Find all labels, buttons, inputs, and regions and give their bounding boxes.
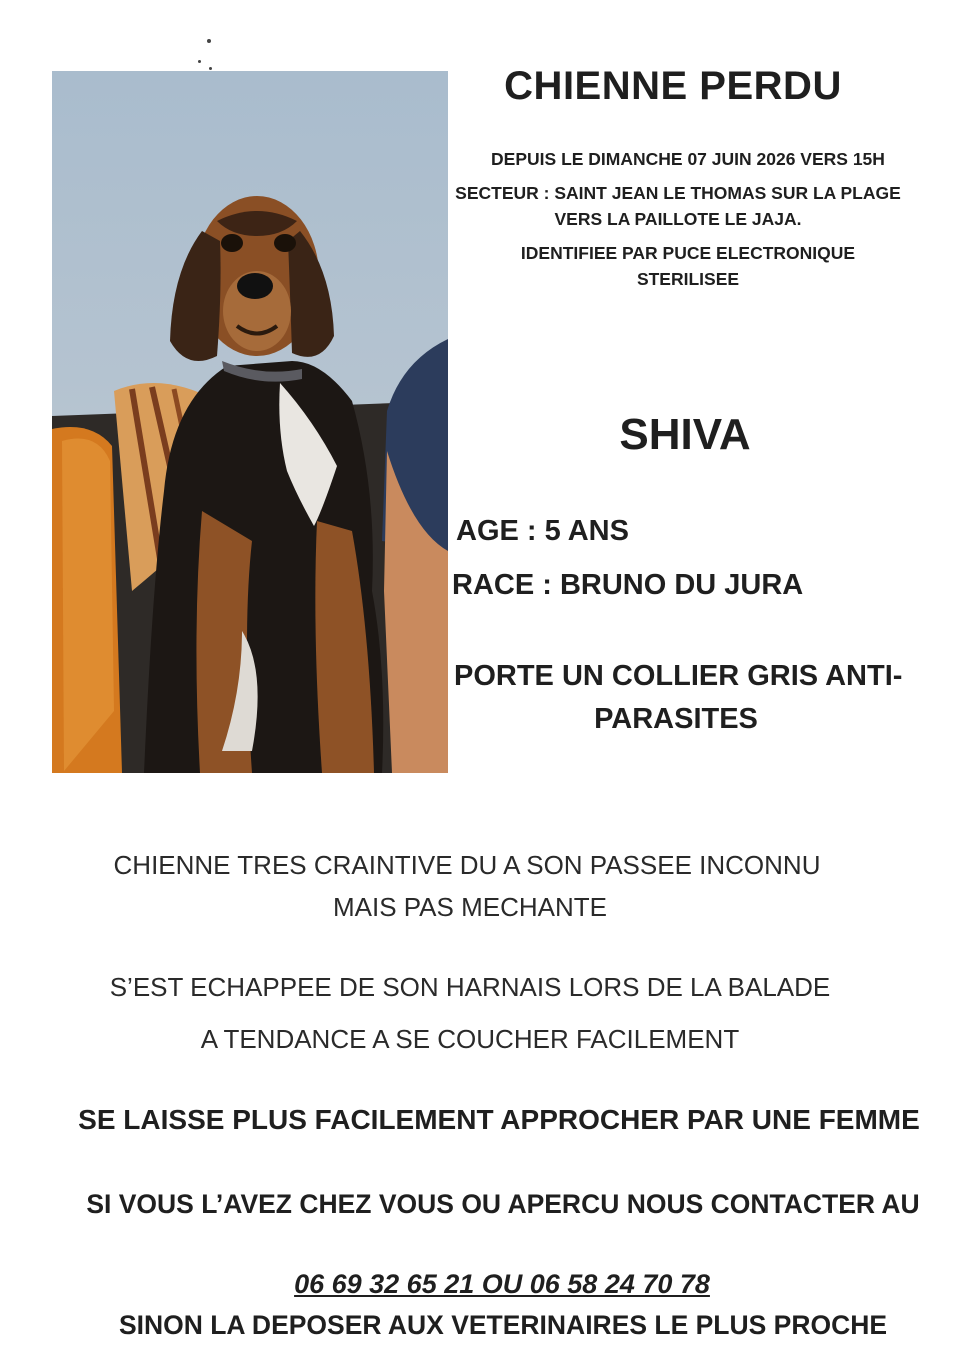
scan-speck <box>207 39 211 43</box>
collar-line-2: PARASITES <box>594 703 758 735</box>
collar-line-1: PORTE UN COLLIER GRIS ANTI- <box>454 660 903 692</box>
sector-line-2: VERS LA PAILLOTE LE JAJA. <box>554 209 802 229</box>
vet-instructions: SINON LA DEPOSER AUX VETERINAIRES LE PLUS PROCHE <box>118 1310 888 1340</box>
lost-since: DEPUIS LE DIMANCHE 07 JUIN 2026 VERS 15H <box>491 149 885 169</box>
approach-woman: SE LAISSE PLUS FACILEMENT APPROCHER PAR UNE FEMME <box>78 1104 920 1135</box>
scan-speck <box>198 60 201 63</box>
dog-photo <box>52 71 448 773</box>
shy-line-1: CHIENNE TRES CRAINTIVE DU A SON PASSEE INCONNU <box>113 850 821 880</box>
lies-down: A TENDANCE A SE COUCHER FACILEMENT <box>200 1024 740 1054</box>
shy-line-2: MAIS PAS MECHANTE <box>332 892 607 922</box>
dog-photo-icon <box>52 71 448 773</box>
dog-name: SHIVA <box>619 410 751 459</box>
sector-line-1: SECTEUR : SAINT JEAN LE THOMAS SUR LA PLAGE <box>455 183 901 203</box>
sterilized: STERILISEE <box>636 269 740 289</box>
contact-instructions: SI VOUS L’AVEZ CHEZ VOUS OU APERCU NOUS CONTACTER AU <box>86 1189 920 1219</box>
phone-numbers: 06 69 32 65 21 OU 06 58 24 70 78 <box>294 1269 710 1299</box>
dog-breed: RACE : BRUNO DU JURA <box>452 569 804 601</box>
escaped-harness: S’EST ECHAPPEE DE SON HARNAIS LORS DE LA BALADE <box>109 972 831 1002</box>
identified-chip: IDENTIFIEE PAR PUCE ELECTRONIQUE <box>520 243 856 263</box>
poster-title: CHIENNE PERDU <box>504 64 842 108</box>
dog-age: AGE : 5 ANS <box>456 515 629 547</box>
scan-speck <box>209 67 212 70</box>
